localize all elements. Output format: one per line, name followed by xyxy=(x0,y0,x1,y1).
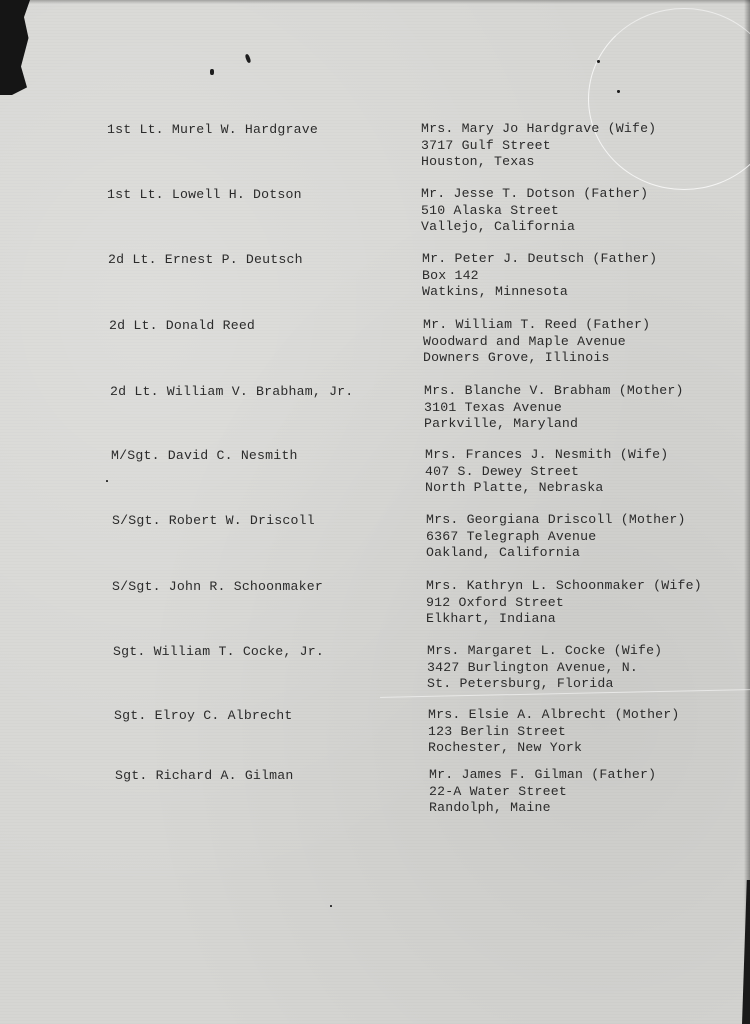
next-of-kin-block xyxy=(427,643,662,693)
service-member-name: Sgt. Elroy C. Albrecht xyxy=(114,708,293,723)
next-of-kin-block xyxy=(423,317,650,367)
next-of-kin-block xyxy=(429,767,656,817)
next-of-kin-block xyxy=(426,512,686,562)
service-member-name: 2d Lt. Ernest P. Deutsch xyxy=(108,252,303,267)
service-member-name: S/Sgt. John R. Schoonmaker xyxy=(112,579,323,594)
next-of-kin-city: Downers Grove, Illinois xyxy=(423,350,610,365)
next-of-kin-street: 912 Oxford Street xyxy=(426,594,564,610)
ink-speck xyxy=(210,69,214,75)
next-of-kin-city: Houston, Texas xyxy=(421,154,535,169)
next-of-kin-block xyxy=(424,383,684,433)
next-of-kin-city: Parkville, Maryland xyxy=(424,416,579,431)
ink-speck xyxy=(597,60,600,63)
next-of-kin-city: Watkins, Minnesota xyxy=(422,284,569,299)
next-of-kin-block xyxy=(426,578,702,628)
next-of-kin-street: 407 S. Dewey Street xyxy=(425,463,580,479)
next-of-kin-block xyxy=(428,707,680,757)
next-of-kin-name: Mrs. Kathryn L. Schoonmaker (Wife) xyxy=(426,578,702,593)
next-of-kin-street: 6367 Telegraph Avenue xyxy=(426,528,597,544)
next-of-kin-city: North Platte, Nebraska xyxy=(425,480,604,495)
service-member-name: M/Sgt. David C. Nesmith xyxy=(111,448,298,463)
next-of-kin-street: 3427 Burlington Avenue, N. xyxy=(427,659,638,675)
next-of-kin-name: Mrs. Georgiana Driscoll (Mother) xyxy=(426,512,686,527)
service-member-name: 1st Lt. Lowell H. Dotson xyxy=(107,187,302,202)
next-of-kin-name: Mrs. Frances J. Nesmith (Wife) xyxy=(425,447,669,462)
service-member-name: 2d Lt. Donald Reed xyxy=(109,318,256,333)
next-of-kin-name: Mrs. Blanche V. Brabham (Mother) xyxy=(424,383,684,398)
next-of-kin-street: 3101 Texas Avenue xyxy=(424,399,562,415)
service-member-name: Sgt. William T. Cocke, Jr. xyxy=(113,644,324,659)
next-of-kin-name: Mr. James F. Gilman (Father) xyxy=(429,767,657,782)
ink-speck xyxy=(245,54,252,64)
ink-speck xyxy=(106,480,108,482)
next-of-kin-city: Vallejo, California xyxy=(421,219,576,234)
next-of-kin-block xyxy=(422,251,657,301)
next-of-kin-street: 22-A Water Street xyxy=(429,783,567,799)
next-of-kin-city: St. Petersburg, Florida xyxy=(427,676,614,691)
next-of-kin-street: Box 142 xyxy=(422,267,479,283)
next-of-kin-name: Mrs. Elsie A. Albrecht (Mother) xyxy=(428,707,680,722)
next-of-kin-city: Elkhart, Indiana xyxy=(426,611,556,626)
next-of-kin-city: Oakland, California xyxy=(426,545,581,560)
next-of-kin-block xyxy=(425,447,668,497)
page-edge-shadow xyxy=(28,0,750,4)
next-of-kin-street: 510 Alaska Street xyxy=(421,202,559,218)
next-of-kin-name: Mr. Peter J. Deutsch (Father) xyxy=(422,251,658,266)
service-member-name: 1st Lt. Murel W. Hardgrave xyxy=(107,122,318,137)
service-member-name: S/Sgt. Robert W. Driscoll xyxy=(112,513,315,528)
torn-corner xyxy=(0,0,30,95)
next-of-kin-block xyxy=(421,121,656,171)
service-member-name: Sgt. Richard A. Gilman xyxy=(115,768,294,783)
next-of-kin-city: Randolph, Maine xyxy=(429,800,551,815)
next-of-kin-name: Mrs. Margaret L. Cocke (Wife) xyxy=(427,643,663,658)
next-of-kin-street: 3717 Gulf Street xyxy=(421,137,551,153)
next-of-kin-street: Woodward and Maple Avenue xyxy=(423,333,626,349)
next-of-kin-name: Mrs. Mary Jo Hardgrave (Wife) xyxy=(421,121,657,136)
next-of-kin-name: Mr. William T. Reed (Father) xyxy=(423,317,651,332)
next-of-kin-street: 123 Berlin Street xyxy=(428,723,566,739)
ink-speck xyxy=(617,90,620,93)
next-of-kin-block xyxy=(421,186,648,236)
service-member-name: 2d Lt. William V. Brabham, Jr. xyxy=(110,384,354,399)
next-of-kin-city: Rochester, New York xyxy=(428,740,583,755)
ink-speck xyxy=(330,905,332,907)
next-of-kin-name: Mr. Jesse T. Dotson (Father) xyxy=(421,186,649,201)
